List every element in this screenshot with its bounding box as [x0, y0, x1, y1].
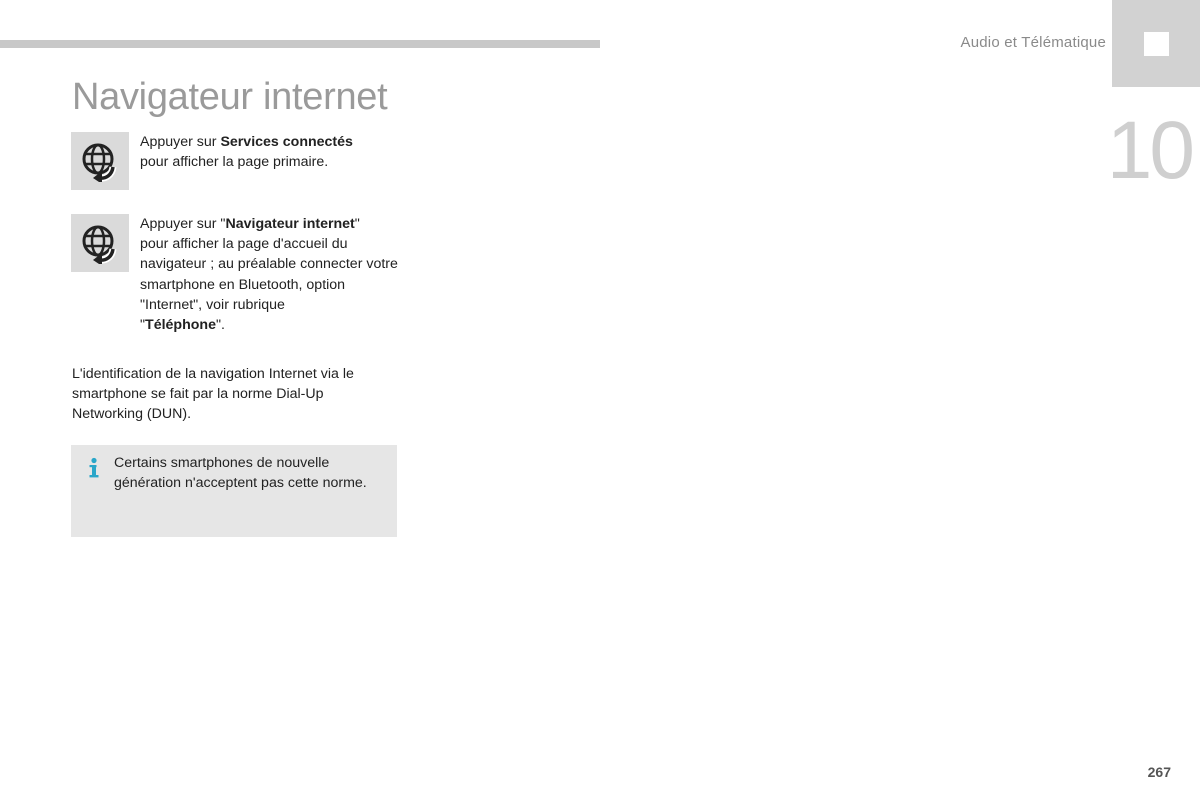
instruction-rest: pour afficher la page d'accueil du navigateur ; au préalable connecter votre smartphone en Bluetooth, option "Internet", voir rubrique [140, 236, 398, 313]
note-text: Certains smartphones de nouvelle génération n'acceptent pas cette norme. [114, 455, 367, 492]
reference-open: " [140, 317, 146, 334]
header-rule [0, 40, 600, 48]
globe-arrow-icon [71, 132, 129, 190]
button-reference: Services connectés [220, 134, 353, 150]
reference-close: ". [216, 317, 225, 334]
chapter-number: 10 [1106, 105, 1192, 196]
step-instruction [140, 132, 400, 172]
button-reference: Navigateur internet [225, 216, 355, 232]
chapter-marker [1144, 32, 1169, 56]
section-title: Audio et Télématique [960, 34, 1106, 51]
step-instruction [140, 214, 400, 335]
info-note [71, 445, 397, 537]
instruction-prefix: Appuyer sur " [140, 216, 226, 232]
body-paragraph: L'identification de la navigation Internet via le smartphone se fait par la norme Dial-Up Networking (DUN). [72, 366, 354, 423]
instruction-prefix: Appuyer sur [140, 134, 221, 150]
page-number: 267 [1147, 764, 1171, 780]
instruction-rest: pour afficher la page primaire. [140, 154, 329, 171]
page-title: Navigateur internet [72, 76, 388, 118]
chapter-tab [1112, 0, 1200, 87]
globe-arrow-icon [71, 214, 129, 272]
instruction-suffix: " [354, 216, 360, 232]
info-icon [87, 457, 101, 479]
section-reference: Téléphone [145, 317, 216, 334]
